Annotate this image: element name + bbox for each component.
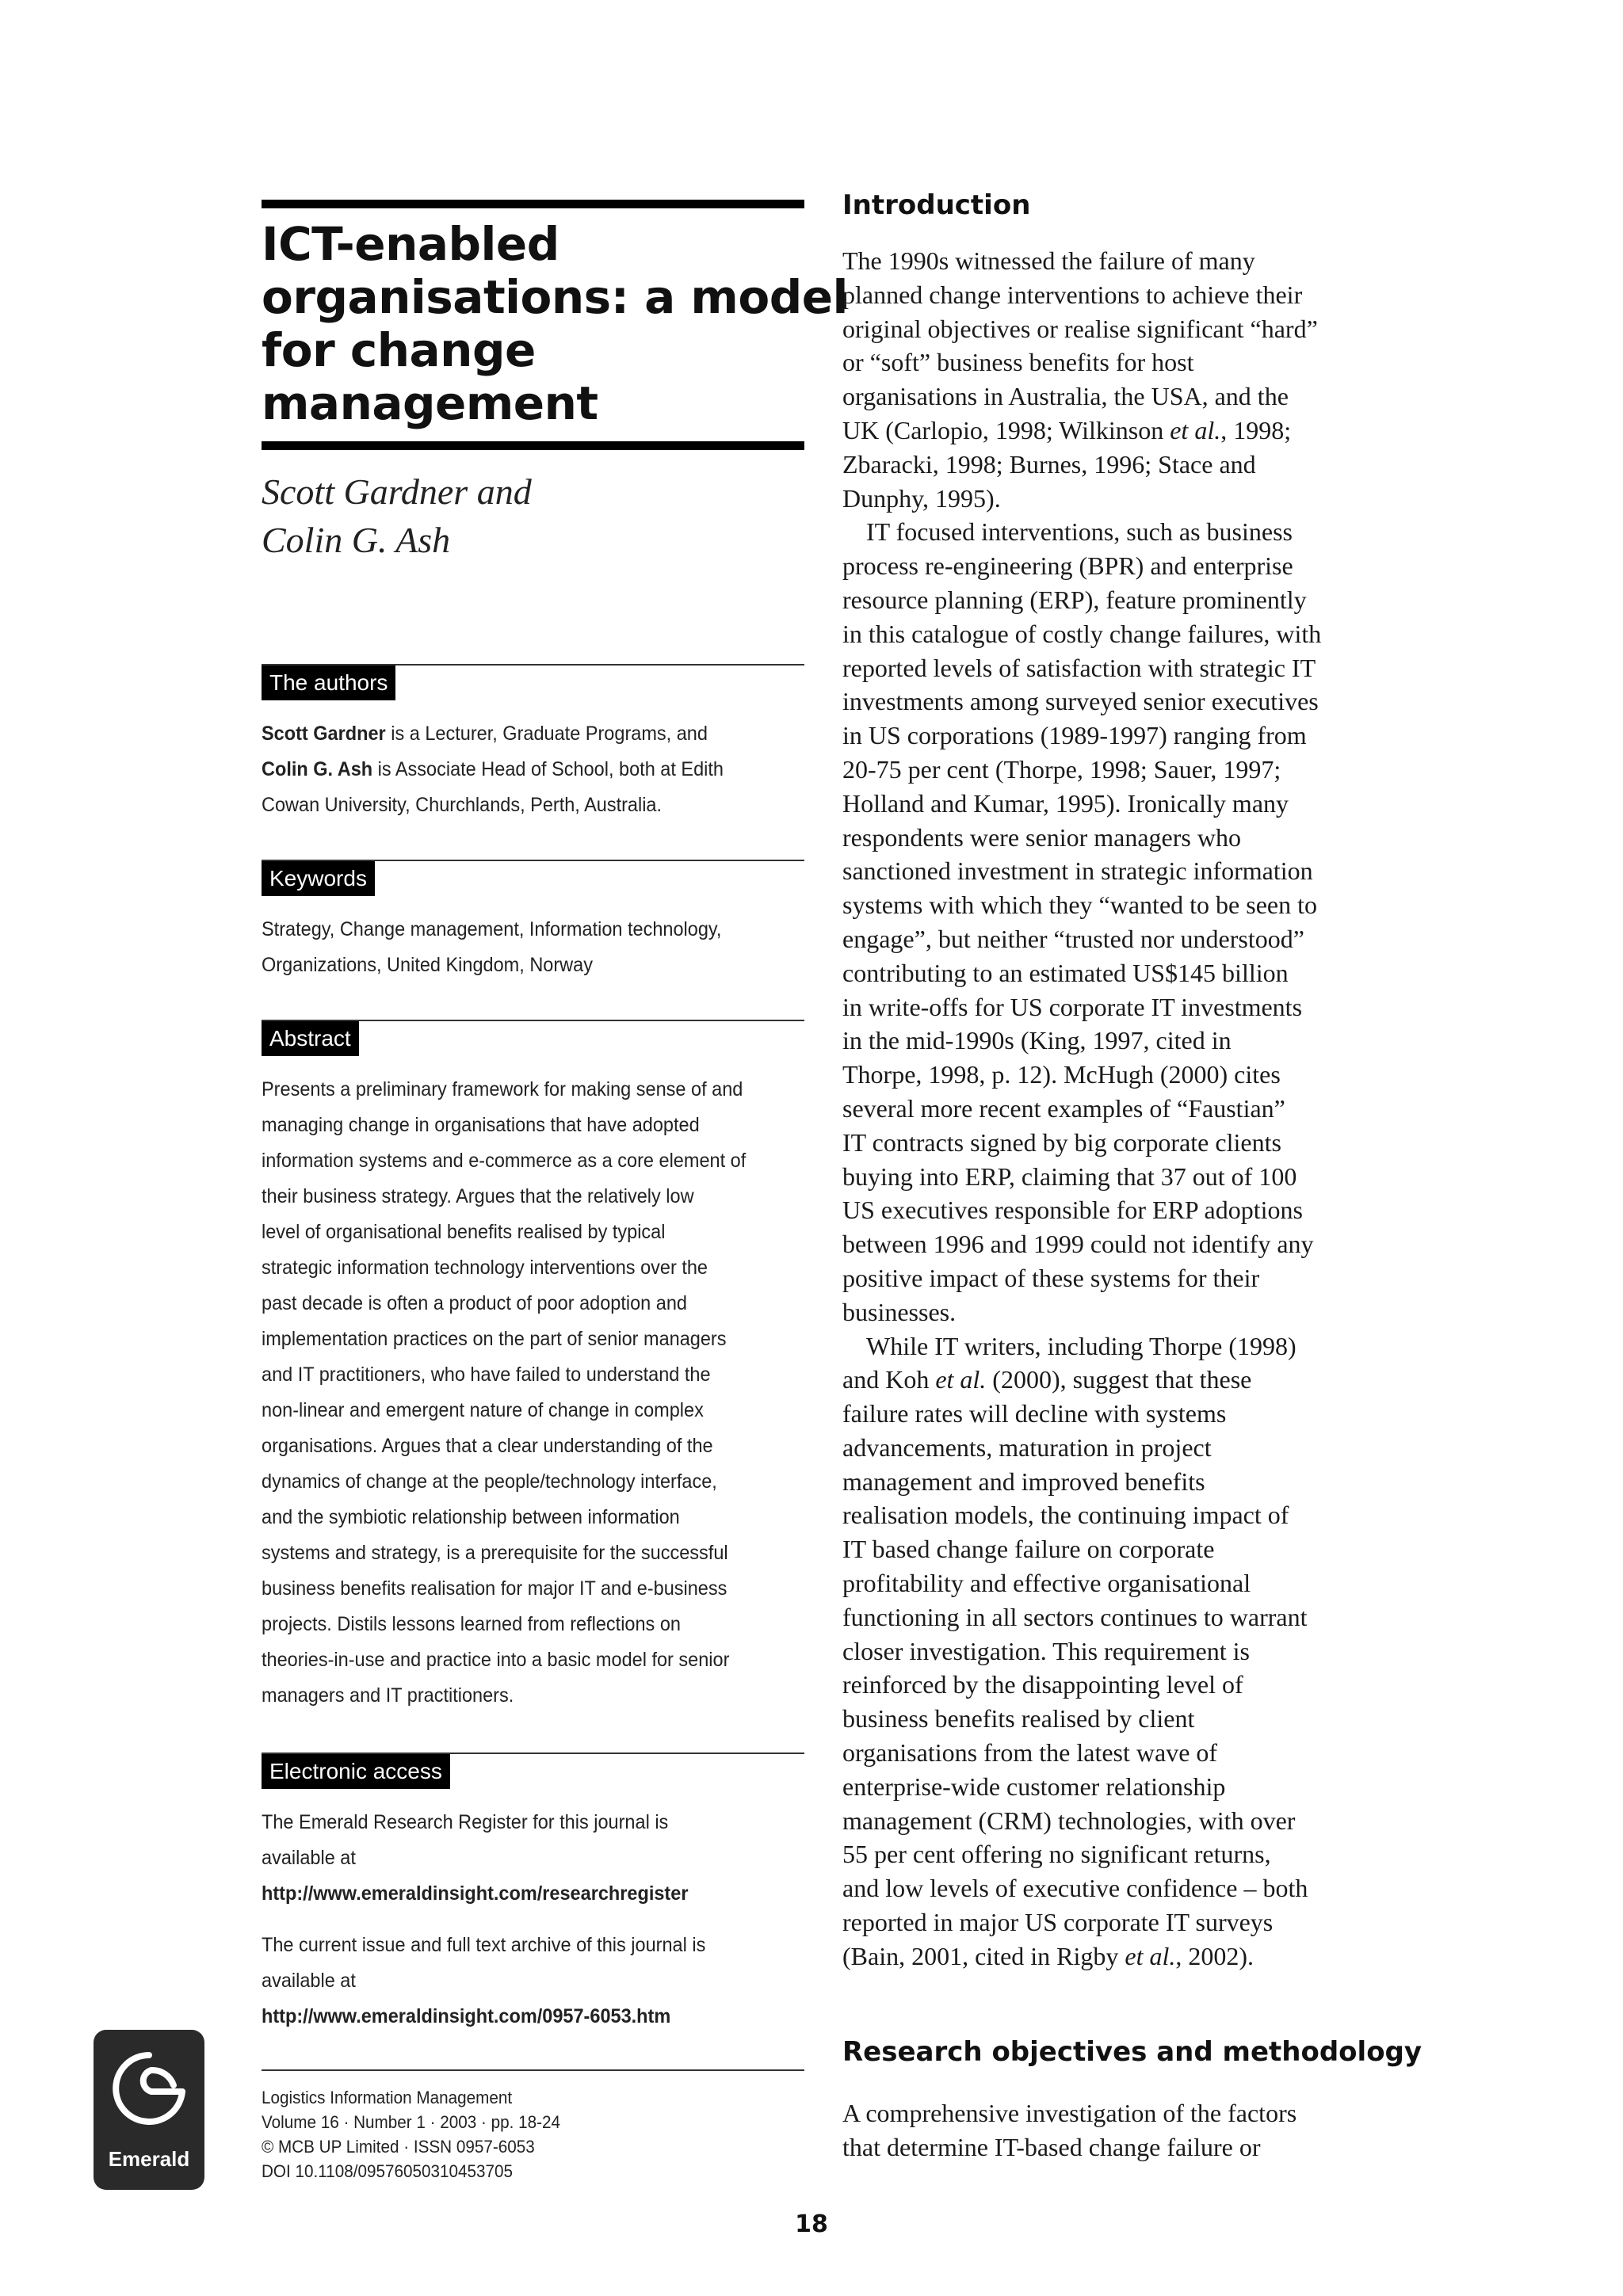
text-run: IT based change failure on corporate (842, 1535, 1215, 1564)
electronic-access-text (262, 1805, 804, 2035)
citation-line: Volume 16 · Number 1 · 2003 · pp. 18-24 (262, 2112, 561, 2132)
body-line (842, 821, 1405, 855)
body-line (842, 1363, 1405, 1397)
title-line: management (262, 376, 598, 430)
body-line (842, 1058, 1405, 1092)
abstract-line: managing change in organisations that have adopted (262, 1114, 700, 1136)
citation-block (262, 2085, 798, 2183)
research-heading: Research objectives and methodology (842, 2036, 1423, 2068)
introduction-heading: Introduction (842, 189, 1031, 221)
body-line (842, 1431, 1405, 1465)
body-line (842, 1905, 1405, 1939)
keywords-text (262, 912, 804, 983)
body-line (842, 1193, 1405, 1227)
body-line: A comprehensive investigation of the factors (842, 2099, 1297, 2127)
body-line (842, 379, 1405, 414)
body-line (842, 888, 1405, 922)
citation-line: Logistics Information Management (262, 2088, 513, 2107)
text-run: , 1998; (1220, 415, 1292, 444)
citation-line: DOI 10.1108/09576050310453705 (262, 2161, 514, 2181)
abstract-line: managers and IT practitioners. (262, 1684, 514, 1707)
text-run: Zbaracki, 1998; Burnes, 1996; Stace and (842, 449, 1256, 479)
access-line: available at (262, 1847, 356, 1869)
text-run: planned change interventions to achieve their (842, 280, 1303, 309)
text-run: original objectives or realise significant “hard” (842, 314, 1318, 343)
text-run: advancements, maturation in project (842, 1432, 1212, 1462)
author-affiliation: Cowan University, Churchlands, Perth, Australia. (262, 794, 663, 816)
abstract-line: dynamics of change at the people/technology interface, (262, 1470, 717, 1493)
authors-text (262, 716, 804, 823)
abstract-line: theories-in-use and practice into a basic model for senior (262, 1649, 730, 1671)
body-line (842, 448, 1405, 482)
text-run: , 2002). (1175, 1941, 1254, 1970)
body-line (842, 1261, 1405, 1295)
section-label: Abstract (262, 1021, 359, 1056)
research-body (842, 2096, 1405, 2164)
body-line (842, 787, 1405, 821)
text-run: business benefits realised by client (842, 1704, 1195, 1733)
abstract-line: Presents a preliminary framework for making sense of and (262, 1078, 743, 1100)
text-run: contributing to an estimated US$145 billion (842, 958, 1289, 987)
body-line (842, 685, 1405, 719)
text-run: The 1990s witnessed the failure of many (842, 246, 1255, 275)
title-line: for change (262, 323, 536, 377)
access-line: The Emerald Research Register for this journal is (262, 1811, 669, 1833)
body-line (842, 1126, 1405, 1160)
body-line (842, 1227, 1405, 1261)
abstract-line: strategic information technology interventions over the (262, 1257, 708, 1279)
text-run: investments among surveyed senior executives (842, 687, 1319, 716)
keywords-line: Strategy, Change management, Information technology, (262, 918, 722, 940)
body-line (842, 583, 1405, 617)
text-run: enterprise-wide customer relationship (842, 1772, 1226, 1801)
text-run: reinforced by the disappointing level of (842, 1670, 1243, 1699)
body-line (842, 1939, 1405, 1974)
text-run: positive impact of these systems for their (842, 1263, 1260, 1292)
abstract-line: systems and strategy, is a prerequisite for the successful (262, 1542, 728, 1564)
text-run: in this catalogue of costly change failures, with (842, 619, 1322, 648)
author-name: Scott Gardner (262, 723, 386, 745)
body-line (842, 244, 1405, 278)
body-line (842, 854, 1405, 888)
body-line (842, 1092, 1405, 1126)
author-line: Colin G. Ash (262, 520, 451, 560)
text-run: sanctioned investment in strategic information (842, 856, 1313, 886)
text-run: organisations in Australia, the USA, and the (842, 382, 1289, 411)
text-run: or “soft” business benefits for host (842, 348, 1194, 377)
title-line: ICT-enabled (262, 217, 559, 271)
text-run: in the mid-1990s (King, 1997, cited in (842, 1026, 1232, 1055)
text-run: and Koh (842, 1365, 936, 1394)
introduction-body (842, 244, 1405, 1974)
keywords-line: Organizations, United Kingdom, Norway (262, 954, 593, 976)
text-run: UK (Carlopio, 1998; Wilkinson (842, 415, 1170, 444)
text-run: businesses. (842, 1297, 957, 1326)
introduction-section (842, 188, 1405, 1974)
body-line (842, 1736, 1405, 1770)
italic-run: et al. (1170, 415, 1221, 444)
text-run: Dunphy, 1995). (842, 483, 1001, 513)
text-run: failure rates will decline with systems (842, 1399, 1227, 1428)
body-line (842, 414, 1405, 448)
emerald-logo (94, 2030, 204, 2190)
authors-line (262, 752, 804, 788)
body-line (842, 1498, 1405, 1532)
body-line (842, 1295, 1405, 1329)
abstract-line: level of organisational benefits realised by typical (262, 1221, 666, 1243)
abstract-line: their business strategy. Argues that the relatively low (262, 1185, 694, 1207)
text-run: reported in major US corporate IT surveys (842, 1908, 1274, 1937)
text-run: management and improved benefits (842, 1466, 1205, 1496)
body-line: that determine IT-based change failure or (842, 2132, 1261, 2161)
title-rule-bottom (262, 441, 804, 450)
body-line (842, 1770, 1405, 1804)
text-run: (Bain, 2001, cited in Rigby (842, 1941, 1125, 1970)
body-line (842, 1634, 1405, 1669)
text-run: engage”, but neither “trusted nor understood” (842, 924, 1304, 953)
text-run: several more recent examples of “Faustian” (842, 1093, 1285, 1123)
body-line (842, 1600, 1405, 1634)
text-run: profitability and effective organisational (842, 1569, 1251, 1598)
text-run: Holland and Kumar, 1995). Ironically many (842, 788, 1289, 818)
text-run: reported levels of satisfaction with strategic IT (842, 653, 1316, 682)
text-run: IT contracts signed by big corporate clients (842, 1127, 1281, 1157)
text-run: closer investigation. This requirement is (842, 1636, 1250, 1665)
title-line: organisations: a model (262, 270, 848, 324)
citation-line: © MCB UP Limited · ISSN 0957-6053 (262, 2137, 535, 2157)
text-run: Thorpe, 1998, p. 12). McHugh (2000) cites (842, 1060, 1281, 1089)
authors-section (262, 664, 804, 823)
body-line (842, 922, 1405, 956)
body-line (842, 1532, 1405, 1566)
text-run: respondents were senior managers who (842, 822, 1241, 852)
section-label: The authors (262, 666, 395, 700)
page-number: 18 (795, 2210, 828, 2238)
body-line (842, 1804, 1405, 1838)
text-run: process re-engineering (BPR) and enterprise (842, 551, 1293, 581)
article-title (262, 217, 848, 430)
abstract-line: past decade is often a product of poor adoption and (262, 1292, 687, 1314)
author-affiliation: is Associate Head of School, both at Edith (372, 758, 724, 780)
body-line (842, 549, 1405, 583)
abstract-text (262, 1072, 804, 1714)
body-line (842, 651, 1405, 685)
body-line (842, 312, 1405, 346)
author-affiliation: is a Lecturer, Graduate Programs, and (385, 723, 708, 745)
body-line (842, 617, 1405, 651)
italic-run: et al. (935, 1365, 987, 1394)
keywords-section (262, 860, 804, 983)
text-run: systems with which they “wanted to be seen to (842, 891, 1317, 920)
text-run: organisations from the latest wave of (842, 1738, 1218, 1768)
abstract-line: organisations. Argues that a clear understanding of the (262, 1435, 713, 1457)
text-run: 55 per cent offering no significant returns, (842, 1840, 1271, 1869)
body-line (842, 1465, 1405, 1499)
body-line (842, 515, 1405, 549)
body-line (842, 1837, 1405, 1871)
text-run: (2000), suggest that these (986, 1365, 1252, 1394)
abstract-line: information systems and e-commerce as a core element of (262, 1150, 747, 1172)
body-line (842, 1397, 1405, 1431)
access-line: available at (262, 1970, 356, 1992)
text-run: and low levels of executive confidence – both (842, 1874, 1308, 1903)
text-run: management (CRM) technologies, with over (842, 1806, 1296, 1835)
body-line (842, 1566, 1405, 1600)
body-line (842, 753, 1405, 787)
body-line (842, 719, 1405, 753)
abstract-line: and the symbiotic relationship between information (262, 1506, 680, 1528)
author-line: Scott Gardner and (262, 471, 532, 512)
journal-archive-link[interactable]: http://www.emeraldinsight.com/0957-6053.htm (262, 2005, 671, 2027)
body-line (842, 990, 1405, 1024)
body-line (842, 278, 1405, 312)
authors-line (262, 788, 804, 823)
text-run: between 1996 and 1999 could not identify any (842, 1230, 1314, 1259)
abstract-line: and IT practitioners, who have failed to understand the (262, 1363, 711, 1386)
text-run: in write-offs for US corporate IT investments (842, 992, 1303, 1021)
emerald-e-icon (105, 2044, 193, 2143)
abstract-section (262, 1020, 804, 1714)
text-run: in US corporations (1989-1997) ranging from (842, 721, 1307, 750)
text-run: functioning in all sectors continues to warrant (842, 1602, 1308, 1631)
abstract-line: non-linear and emergent nature of change in complex (262, 1399, 704, 1421)
abstract-line: projects. Distils lessons learned from reflections on (262, 1613, 681, 1635)
body-line (842, 1160, 1405, 1194)
body-line (842, 1668, 1405, 1702)
body-line (842, 1329, 1405, 1363)
body-line (842, 1024, 1405, 1058)
title-block (262, 200, 848, 564)
body-line (842, 1871, 1405, 1905)
text-run: While IT writers, including Thorpe (1998) (866, 1331, 1296, 1360)
research-section (842, 2035, 1423, 2164)
author-name: Colin G. Ash (262, 758, 373, 780)
italic-run: et al. (1125, 1941, 1176, 1970)
text-run: IT focused interventions, such as business (866, 517, 1293, 547)
section-label: Keywords (262, 861, 375, 896)
abstract-line: business benefits realisation for major IT and e-business (262, 1577, 727, 1600)
logo-text: Emerald (108, 2147, 190, 2171)
text-run: US executives responsible for ERP adoptions (842, 1196, 1303, 1225)
text-run: resource planning (ERP), feature prominently (842, 585, 1307, 614)
author-names (262, 467, 804, 564)
text-run: realisation models, the continuing impact of (842, 1501, 1289, 1530)
authors-line (262, 716, 804, 752)
electronic-access-section (262, 1753, 804, 2035)
body-line (842, 956, 1405, 990)
title-rule-top (262, 200, 804, 208)
abstract-line: implementation practices on the part of senior managers (262, 1328, 727, 1350)
text-run: buying into ERP, claiming that 37 out of 100 (842, 1161, 1297, 1191)
research-register-link[interactable]: http://www.emeraldinsight.com/researchregister (262, 1882, 689, 1905)
text-run: 20-75 per cent (Thorpe, 1998; Sauer, 1997; (842, 754, 1281, 784)
body-line (842, 1702, 1405, 1736)
access-line: The current issue and full text archive of this journal is (262, 1934, 706, 1956)
section-label: Electronic access (262, 1754, 450, 1789)
body-line (842, 482, 1405, 516)
citation-rule (262, 2069, 804, 2071)
body-line (842, 345, 1405, 379)
